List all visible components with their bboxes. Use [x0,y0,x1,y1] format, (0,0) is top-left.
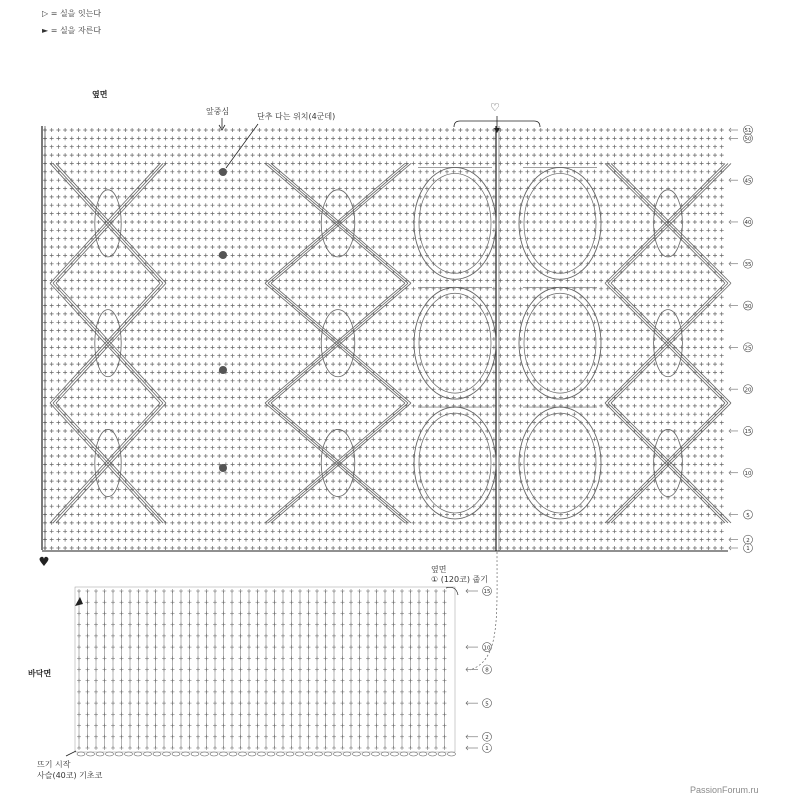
upper-stitch-rows [43,128,724,550]
row-number: 25 [744,345,752,352]
heart-filled-icon [40,557,49,566]
row-number: 2 [485,734,489,741]
button-leader-line [226,124,258,168]
row-number: 15 [744,429,752,436]
row-number: 5 [746,512,750,519]
cable-x-middle [265,163,411,522]
connector-lines [446,552,497,670]
oval-outline [519,287,601,399]
heart-outline-icon: ♡ [490,101,500,114]
oval-inner [419,293,491,393]
row-number: 50 [744,136,752,143]
cable-x-left [50,163,166,522]
row-number: 40 [744,220,752,227]
row-number: 45 [744,178,752,185]
row-number: 35 [744,261,752,268]
legend-cut: ► = 실을 자른다 [42,26,102,35]
dashed-connector [470,552,497,670]
start-label: 뜨기 시작 [37,760,71,769]
row-number: 15 [483,589,491,596]
bottom-face-label: 바닥면 [28,669,52,678]
legend-join: ▷ = 실을 잇는다 [42,9,102,18]
cable-x-right [605,163,731,522]
lower-stitch-grid [77,589,447,750]
lower-side-label: 옆면 [431,565,447,574]
row-number: 8 [485,667,489,674]
upper-chart-marks [40,116,540,566]
start-arrow [66,751,76,756]
row-number: 10 [744,470,752,477]
row-number: 51 [744,128,752,135]
row-number: 20 [744,387,752,394]
button-position-dot [219,366,227,374]
row-number: 2 [746,537,750,544]
foundation-chain-label: 사슬(40코) 기초코 [37,771,103,780]
oval-inner [524,293,596,393]
join-yarn-icon: ▷ [42,9,49,18]
cable-oval-left [414,167,496,518]
cable-oval-right [519,167,601,518]
row-number: 30 [744,303,752,310]
cut-yarn-icon: ► [42,26,49,35]
oval-outline [414,287,496,399]
pickup-label: ① (120코) 줍기 [431,575,488,584]
lower-chart-grid [66,587,456,756]
upper-chart-grid [42,126,728,551]
upper-side-label: 옆면 [92,90,108,99]
button-position-dot [219,251,227,259]
button-position-dot [219,464,227,472]
row-number: 5 [485,701,489,708]
oval-outline [414,167,496,279]
oval-outline [519,407,601,519]
center-front-label: 앞중심 [206,107,230,116]
upper-row-numbers [729,126,753,553]
foundation-chain [77,752,456,756]
button-position-dot [219,168,227,176]
button-position-label: 단추 다는 위치(4군데) [257,112,336,121]
row-number: 10 [483,645,491,652]
lower-row-numbers [466,587,492,753]
upper-chart-motifs [50,163,731,522]
row-number: 1 [746,546,750,553]
watermark: PassionForum.ru [690,785,759,795]
oval-outline [519,167,601,279]
pickup-arrow [446,587,458,595]
row-number: 1 [485,746,489,753]
oval-outline [414,407,496,519]
